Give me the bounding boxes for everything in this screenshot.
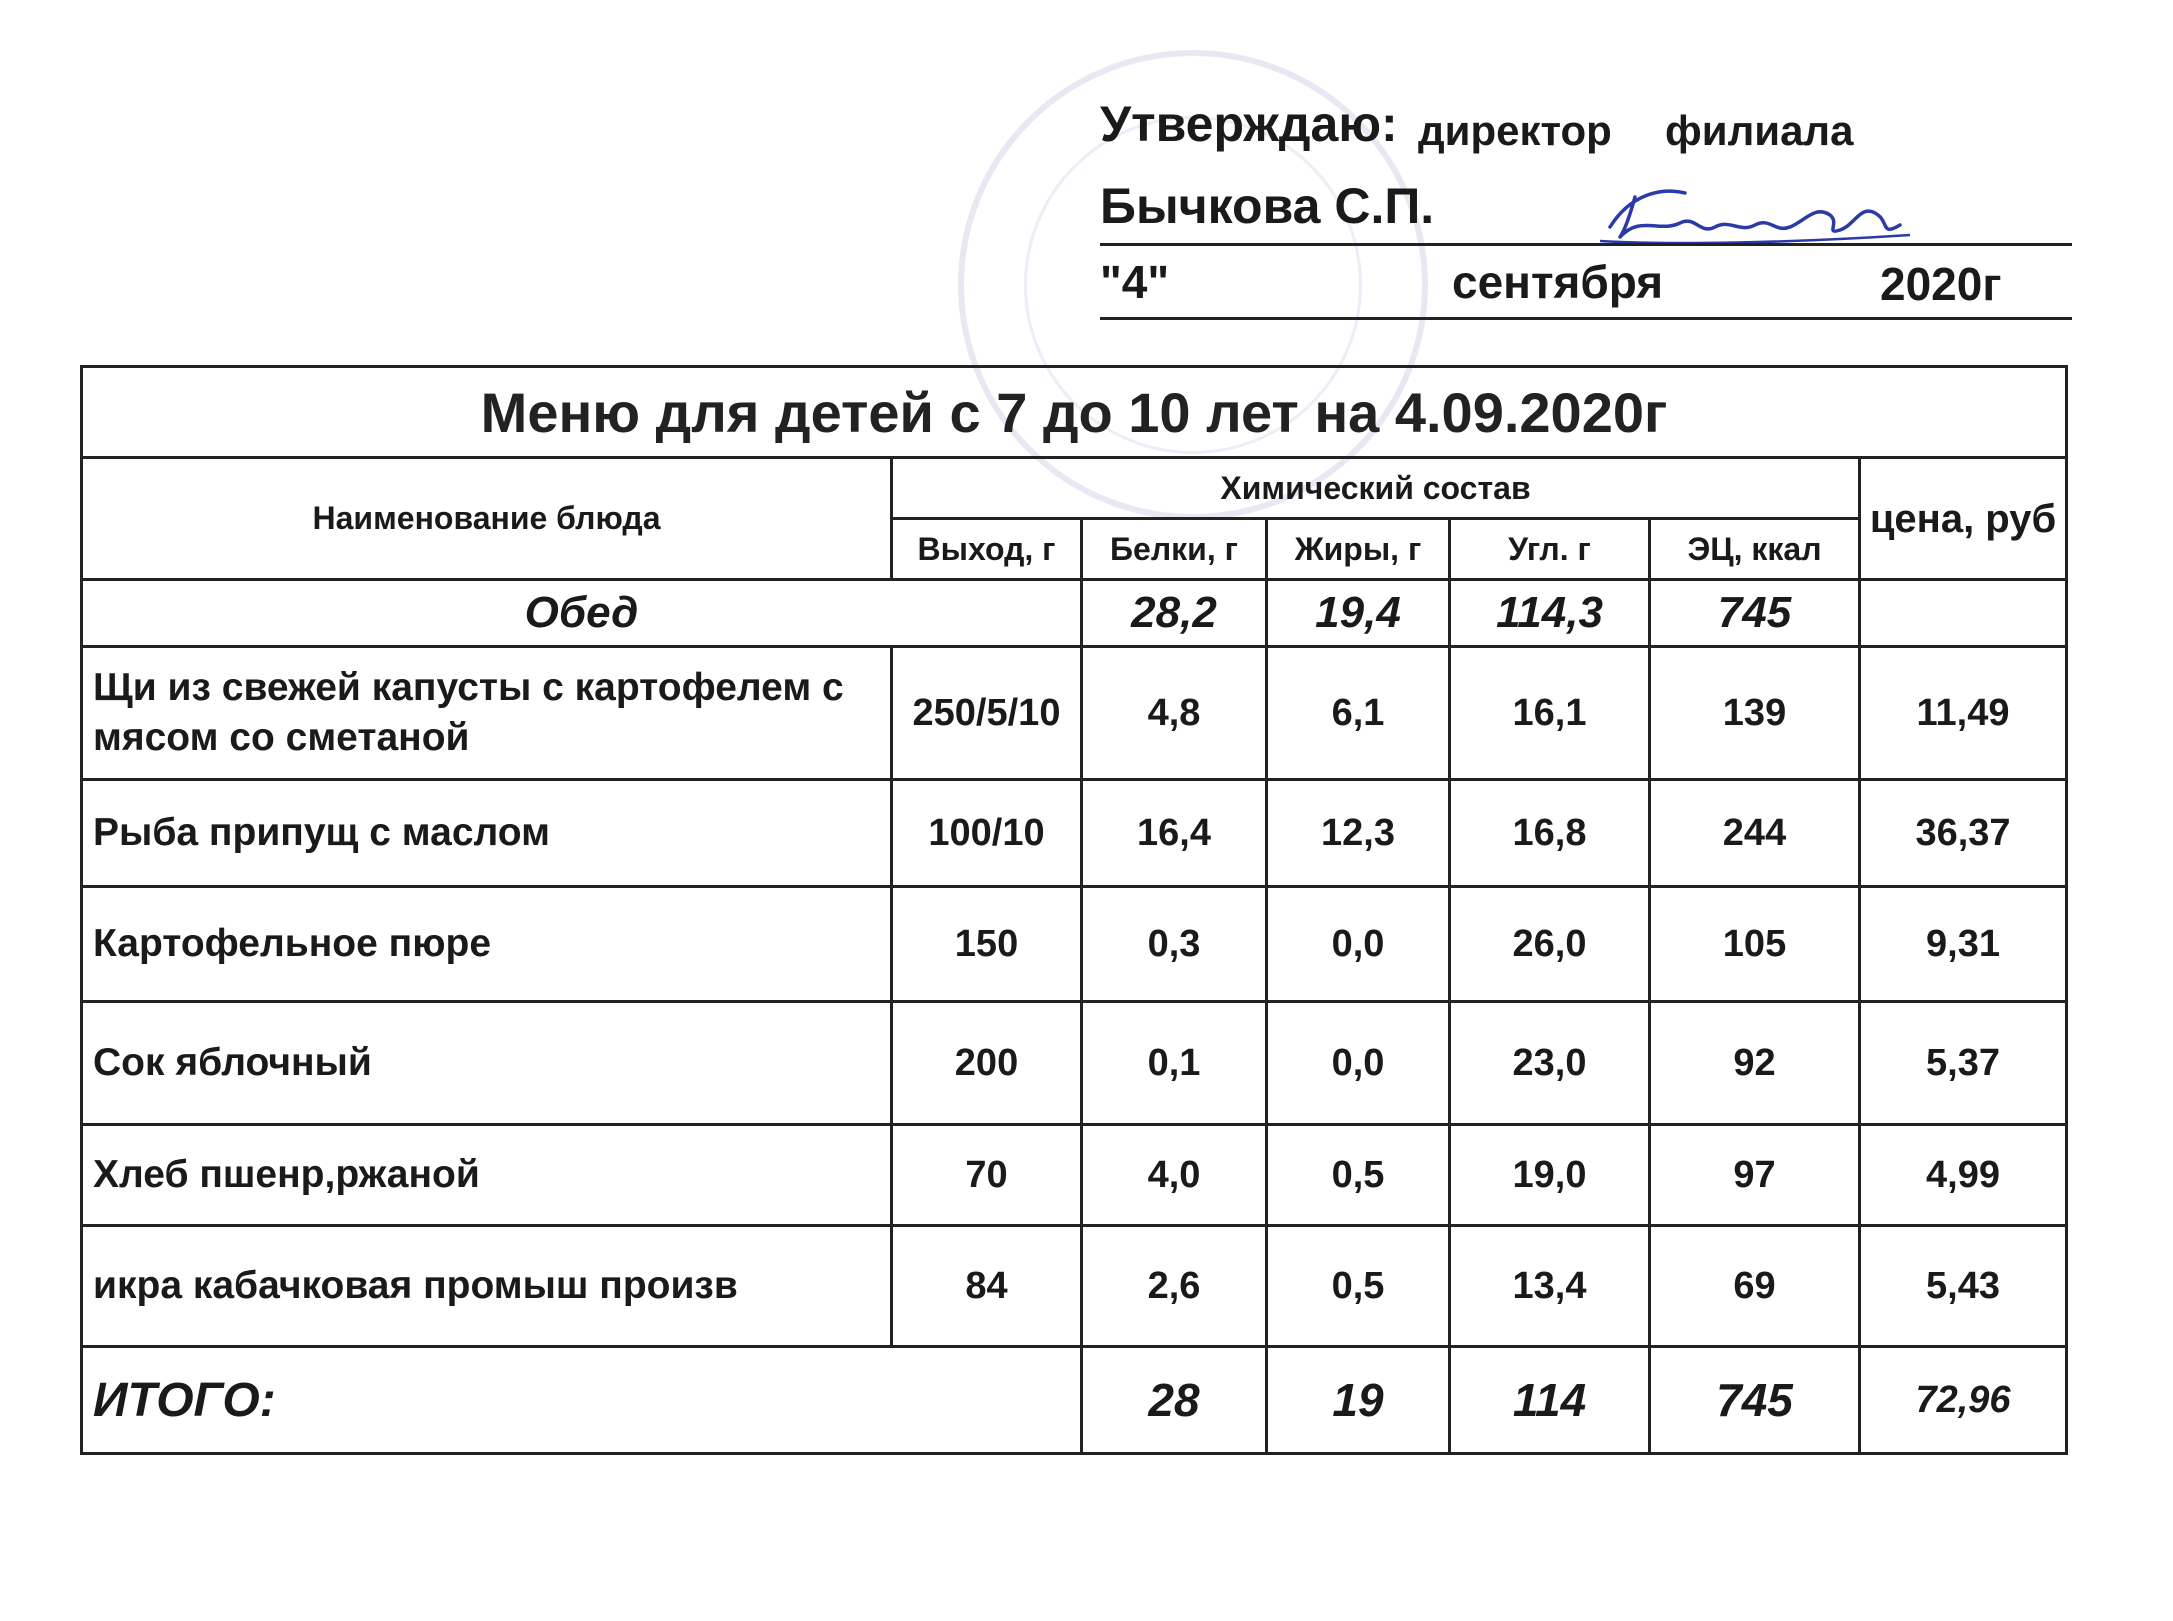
dish-fat: 0,5 [1267, 1125, 1450, 1226]
approval-block [1100, 95, 2072, 325]
date-line [1100, 317, 2072, 320]
dish-energy: 92 [1650, 1002, 1860, 1125]
dish-price: 5,43 [1860, 1226, 2067, 1347]
total-price: 72,96 [1860, 1347, 2067, 1454]
dish-energy: 97 [1650, 1125, 1860, 1226]
dish-fat: 6,1 [1267, 647, 1450, 780]
section-label: Обед [82, 580, 1082, 647]
dish-carbs: 13,4 [1450, 1226, 1650, 1347]
dish-protein: 16,4 [1082, 780, 1267, 887]
date-year: 2020г [1880, 258, 2002, 310]
header-fat: Жиры, г [1267, 519, 1450, 580]
dish-carbs: 23,0 [1450, 1002, 1650, 1125]
total-label: ИТОГО: [82, 1347, 1082, 1454]
menu-table [80, 365, 2068, 1455]
table-row [82, 887, 2067, 1002]
dish-fat: 0,5 [1267, 1226, 1450, 1347]
section-price [1860, 580, 2067, 647]
date-day: "4" [1100, 256, 1170, 308]
approve-position: директор [1418, 107, 1612, 154]
dish-fat: 0,0 [1267, 1002, 1450, 1125]
dish-price: 5,37 [1860, 1002, 2067, 1125]
dish-yield: 70 [892, 1125, 1082, 1226]
date-month: сентября [1452, 256, 1664, 308]
table-row [82, 1125, 2067, 1226]
dish-protein: 0,3 [1082, 887, 1267, 1002]
section-energy: 745 [1650, 580, 1860, 647]
header-dish-name: Наименование блюда [82, 458, 892, 580]
total-fat: 19 [1267, 1347, 1450, 1454]
dish-yield: 84 [892, 1226, 1082, 1347]
dish-price: 11,49 [1860, 647, 2067, 780]
approver-name: Бычкова С.П. [1100, 178, 1435, 234]
dish-price: 9,31 [1860, 887, 2067, 1002]
total-row [82, 1347, 2067, 1454]
total-carbs: 114 [1450, 1347, 1650, 1454]
dish-carbs: 16,8 [1450, 780, 1650, 887]
dish-energy: 105 [1650, 887, 1860, 1002]
dish-name: икра кабачковая промыш произв [82, 1226, 892, 1347]
dish-name: Хлеб пшенр,ржаной [82, 1125, 892, 1226]
section-fat: 19,4 [1267, 580, 1450, 647]
header-protein: Белки, г [1082, 519, 1267, 580]
header-yield: Выход, г [892, 519, 1082, 580]
dish-name: Картофельное пюре [82, 887, 892, 1002]
header-chemical: Химический состав [892, 458, 1860, 519]
dish-yield: 100/10 [892, 780, 1082, 887]
dish-protein: 0,1 [1082, 1002, 1267, 1125]
signature-line [1100, 243, 2072, 246]
dish-price: 36,37 [1860, 780, 2067, 887]
menu-title: Меню для детей с 7 до 10 лет на 4.09.2020г [82, 367, 2067, 458]
dish-carbs: 19,0 [1450, 1125, 1650, 1226]
header-energy: ЭЦ, ккал [1650, 519, 1860, 580]
table-row [82, 647, 2067, 780]
header-carbs: Угл. г [1450, 519, 1650, 580]
table-row [82, 1002, 2067, 1125]
section-carbs: 114,3 [1450, 580, 1650, 647]
dish-name: Сок яблочный [82, 1002, 892, 1125]
dish-protein: 2,6 [1082, 1226, 1267, 1347]
dish-fat: 0,0 [1267, 887, 1450, 1002]
total-protein: 28 [1082, 1347, 1267, 1454]
header-price: цена, руб [1860, 458, 2067, 580]
dish-yield: 200 [892, 1002, 1082, 1125]
approve-label: Утверждаю: [1100, 96, 1398, 152]
table-row [82, 1226, 2067, 1347]
dish-energy: 244 [1650, 780, 1860, 887]
dish-name: Рыба припущ с маслом [82, 780, 892, 887]
dish-protein: 4,8 [1082, 647, 1267, 780]
dish-price: 4,99 [1860, 1125, 2067, 1226]
dish-energy: 139 [1650, 647, 1860, 780]
section-row [82, 580, 2067, 647]
dish-carbs: 26,0 [1450, 887, 1650, 1002]
dish-fat: 12,3 [1267, 780, 1450, 887]
dish-energy: 69 [1650, 1226, 1860, 1347]
dish-name: Щи из свежей капусты с картофелем с мясом со сметаной [82, 647, 892, 780]
dish-protein: 4,0 [1082, 1125, 1267, 1226]
approve-branch: филиала [1665, 107, 1854, 154]
dish-carbs: 16,1 [1450, 647, 1650, 780]
dish-yield: 150 [892, 887, 1082, 1002]
table-row [82, 780, 2067, 887]
dish-yield: 250/5/10 [892, 647, 1082, 780]
total-energy: 745 [1650, 1347, 1860, 1454]
section-protein: 28,2 [1082, 580, 1267, 647]
